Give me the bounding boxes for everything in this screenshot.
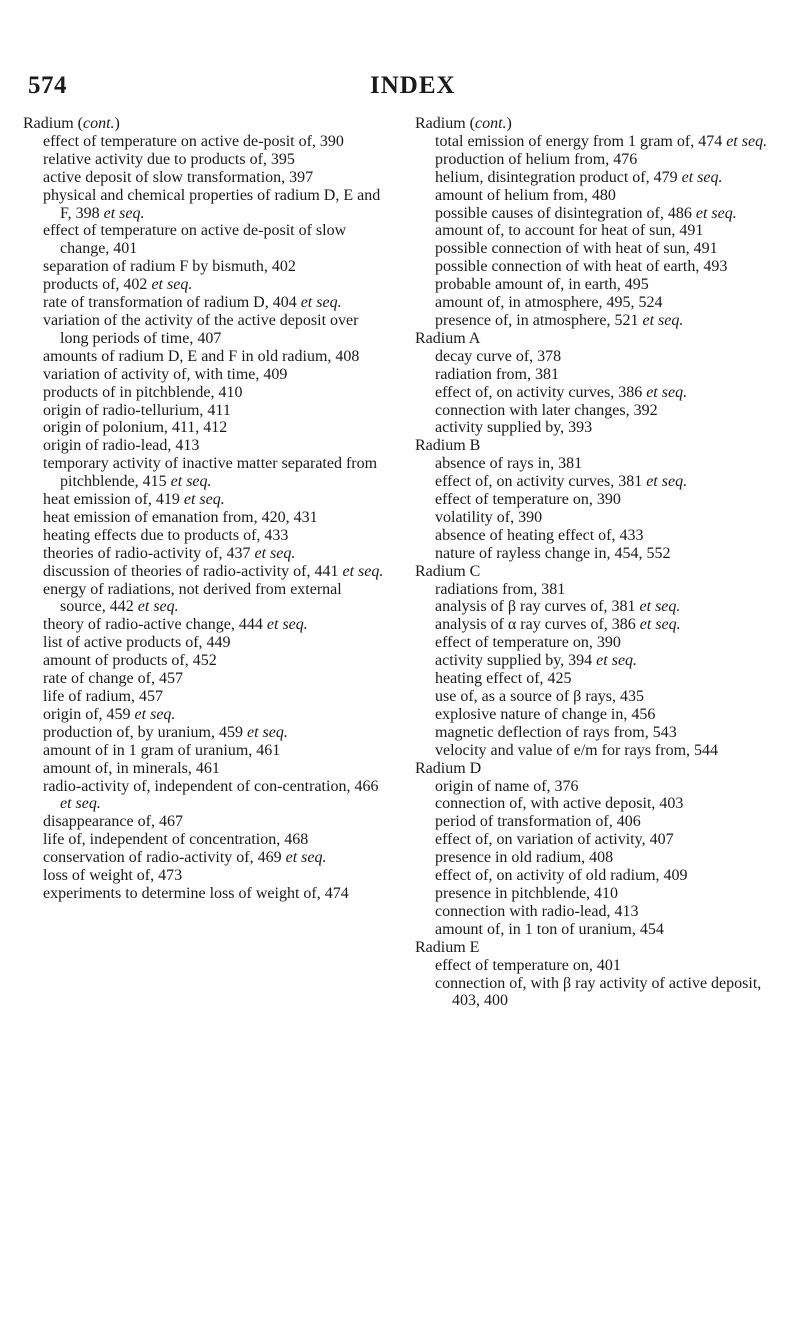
index-entry: relative activity due to products of, 395 bbox=[43, 150, 295, 168]
index-heading: Radium E bbox=[415, 938, 480, 956]
index-entry: heating effect of, 425 bbox=[435, 670, 572, 688]
index-entry: magnetic deflection of rays from, 543 bbox=[435, 723, 677, 741]
index-entry: variation of activity of, with time, 409 bbox=[43, 365, 288, 383]
index-entry: effect of temperature on, 390 bbox=[435, 634, 621, 652]
index-entry: heat emission of, 419 et seq. bbox=[43, 491, 225, 509]
index-entry: radiation from, 381 bbox=[435, 365, 559, 383]
index-entry: decay curve of, 378 bbox=[435, 347, 562, 365]
index-heading: Radium (cont.) bbox=[23, 115, 120, 132]
index-entry: effect of temperature on active de-posit of slow change, 401 bbox=[43, 222, 347, 258]
index-entry: origin of polonium, 411, 412 bbox=[43, 419, 228, 437]
index-entry: connection of, with active deposit, 403 bbox=[435, 795, 684, 813]
page-header bbox=[0, 72, 800, 102]
index-entry: total emission of energy from 1 gram of, 474 et seq. bbox=[435, 132, 768, 150]
index-entry: possible causes of disintegration of, 486 et seq. bbox=[435, 204, 737, 222]
index-entry: theory of radio-active change, 444 et seq. bbox=[43, 616, 308, 634]
index-entry: analysis of β ray curves of, 381 et seq. bbox=[435, 598, 681, 616]
index-entry: list of active products of, 449 bbox=[43, 634, 231, 652]
index-entry: amount of products of, 452 bbox=[43, 652, 217, 670]
index-entry: effect of temperature on active de-posit of, 390 bbox=[43, 132, 344, 150]
index-entry: use of, as a source of β rays, 435 bbox=[435, 688, 644, 705]
index-entry: disappearance of, 467 bbox=[43, 813, 183, 831]
index-entry: amount of helium from, 480 bbox=[435, 186, 616, 204]
index-entry: probable amount of, in earth, 495 bbox=[435, 276, 649, 294]
index-entry: presence of, in atmosphere, 521 et seq. bbox=[435, 311, 684, 329]
index-entry: activity supplied by, 393 bbox=[435, 419, 593, 437]
index-entry: experiments to determine loss of weight of, 474 bbox=[43, 884, 349, 902]
index-heading: Radium D bbox=[415, 759, 482, 777]
index-entry: amount of, in minerals, 461 bbox=[43, 759, 220, 777]
index-heading: Radium (cont.) bbox=[415, 115, 512, 132]
index-entry: variation of the activity of the active deposit over long periods of time, 407 bbox=[43, 311, 359, 347]
index-entry: life of, independent of concentration, 468 bbox=[43, 831, 309, 849]
index-entry: energy of radiations, not derived from external source, 442 et seq. bbox=[43, 580, 342, 616]
index-entry: effect of, on activity curves, 386 et seq. bbox=[435, 383, 688, 401]
index-entry: presence in pitchblende, 410 bbox=[435, 884, 619, 902]
index-entry: velocity and value of e/m for rays from, 544 bbox=[435, 741, 719, 759]
index-entry: connection with radio-lead, 413 bbox=[435, 902, 639, 920]
index-entry: origin of name of, 376 bbox=[435, 777, 579, 795]
index-entry: loss of weight of, 473 bbox=[43, 867, 183, 885]
index-entry: active deposit of slow transformation, 397 bbox=[43, 168, 314, 186]
running-head: INDEX bbox=[370, 72, 456, 99]
index-entry: radio-activity of, independent of con-centration, 466 et seq. bbox=[43, 777, 379, 813]
index-entry: separation of radium F by bismuth, 402 bbox=[43, 258, 296, 276]
index-entry: production of helium from, 476 bbox=[435, 150, 638, 168]
index-entry: amount of, in 1 ton of uranium, 454 bbox=[435, 920, 664, 938]
index-entry: amount of, to account for heat of sun, 491 bbox=[435, 222, 704, 240]
index-heading: Radium A bbox=[415, 329, 481, 347]
index-entry: origin of radio-lead, 413 bbox=[43, 437, 200, 455]
index-entry: connection with later changes, 392 bbox=[435, 401, 658, 419]
index-entry: absence of heating effect of, 433 bbox=[435, 526, 644, 544]
index-entry: origin of, 459 et seq. bbox=[43, 705, 176, 723]
index-entry: connection of, with β ray activity of active deposit, 403, 400 bbox=[435, 974, 762, 1010]
index-entry: rate of change of, 457 bbox=[43, 670, 183, 688]
index-column-left bbox=[23, 115, 389, 903]
index-entry: theories of radio-activity of, 437 et seq. bbox=[43, 544, 296, 562]
index-entry: discussion of theories of radio-activity of, 441 et seq. bbox=[43, 562, 384, 580]
index-entry: possible connection of with heat of earth, 493 bbox=[435, 258, 728, 276]
index-entry: activity supplied by, 394 et seq. bbox=[435, 652, 638, 670]
index-entry: helium, disintegration product of, 479 et seq. bbox=[435, 168, 723, 186]
index-entry: physical and chemical properties of radium D, E and F, 398 et seq. bbox=[43, 186, 381, 222]
index-entry: effect of, on activity curves, 381 et seq. bbox=[435, 473, 688, 491]
index-heading: Radium C bbox=[415, 562, 481, 580]
page-number: 574 bbox=[28, 72, 67, 99]
index-entry: explosive nature of change in, 456 bbox=[435, 705, 656, 723]
index-entry: heat emission of emanation from, 420, 431 bbox=[43, 508, 318, 526]
index-heading: Radium B bbox=[415, 437, 481, 455]
index-entry: period of transformation of, 406 bbox=[435, 813, 641, 831]
index-entry: volatility of, 390 bbox=[435, 508, 543, 526]
index-entry: heating effects due to products of, 433 bbox=[43, 526, 289, 544]
index-entry: effect of, on variation of activity, 407 bbox=[435, 831, 674, 849]
index-entry: life of radium, 457 bbox=[43, 688, 163, 705]
index-entry: possible connection of with heat of sun, 491 bbox=[435, 240, 718, 258]
index-entry: effect of temperature on, 390 bbox=[435, 491, 621, 509]
index-entry: absence of rays in, 381 bbox=[435, 455, 583, 473]
index-entry: effect of, on activity of old radium, 409 bbox=[435, 867, 688, 885]
index-entry: temporary activity of inactive matter separated from pitchblende, 415 et seq. bbox=[43, 455, 378, 491]
index-entry: products of in pitchblende, 410 bbox=[43, 383, 243, 401]
index-entry: products of, 402 et seq. bbox=[43, 276, 193, 294]
index-entry: amount of in 1 gram of uranium, 461 bbox=[43, 741, 281, 759]
index-column-right bbox=[415, 115, 781, 1010]
index-entry: presence in old radium, 408 bbox=[435, 849, 614, 867]
index-entry: radiations from, 381 bbox=[435, 580, 566, 598]
index-entry: amount of, in atmosphere, 495, 524 bbox=[435, 294, 663, 312]
index-entry: effect of temperature on, 401 bbox=[435, 956, 621, 974]
index-entry: nature of rayless change in, 454, 552 bbox=[435, 544, 671, 562]
index-entry: rate of transformation of radium D, 404 et seq. bbox=[43, 294, 342, 312]
index-entry: amounts of radium D, E and F in old radium, 408 bbox=[43, 347, 360, 365]
index-entry: origin of radio-tellurium, 411 bbox=[43, 401, 231, 419]
index-entry: production of, by uranium, 459 et seq. bbox=[43, 723, 288, 741]
index-entry: conservation of radio-activity of, 469 et seq. bbox=[43, 849, 327, 867]
index-entry: analysis of α ray curves of, 386 et seq. bbox=[435, 616, 681, 634]
